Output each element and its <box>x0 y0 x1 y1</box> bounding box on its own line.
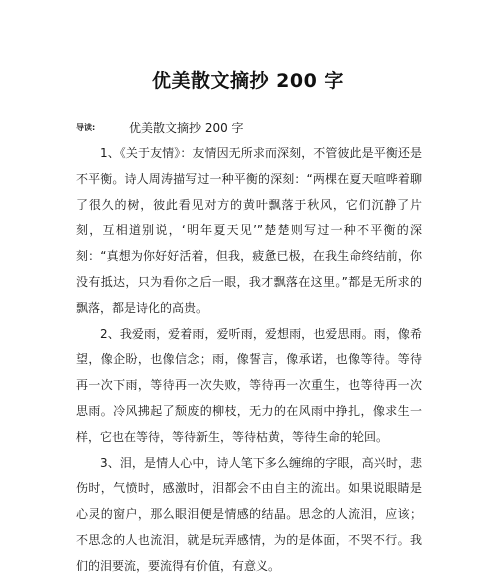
paragraph-1: 1、《关于友情》：友情因无所求而深刻，不管彼此是平衡还是不平衡。诗人周涛描写过一种平衡的深刻：“两棵在夏天喧哗着聊了很久的树，彼此看见对方的黄叶飘落于秋风，它们沉静了片刻，互相道别说，‘明年夏天见’”楚楚则写过一种不平衡的深刻：“真想为你好好活着，但我，疲惫已极，在我生命终结前，你没有抵达，只为看你之后一眼，我才飘落在这里。”都是无所求的飘落，都是诗化的高贵。 <box>76 146 422 315</box>
intro-label: 导读: <box>76 123 96 132</box>
document-body <box>76 141 422 580</box>
intro-row <box>76 119 436 135</box>
paragraph-3: 3、泪，是情人心中，诗人笔下多么缠绵的字眼，高兴时，悲伤时，气愤时，感激时，泪都会不由自主的流出。如果说眼睛是心灵的窗户，那么眼泪便是情感的结晶。思念的人流泪，应该；不思念的人也流泪，就是玩弄感情，为的是体面，不哭不行。我们的泪要流，要流得有价值，有意义。 <box>76 455 422 573</box>
document-title: 优美散文摘抄 200 字 <box>152 70 344 92</box>
paragraph-2: 2、我爱雨，爱着雨，爱听雨，爱想雨，也爱思雨。雨，像希望，像企盼，也像信念；雨，像誓言，像承诺，也像等待。等待再一次下雨，等待再一次失败，等待再一次重生，也等待再一次思雨。冷风拂起了颓废的柳枝，无力的在风雨中挣扎，像求生一样，它也在等待，等待新生，等待枯黄，等待生命的轮回。 <box>76 326 422 444</box>
intro-text: 优美散文摘抄 200 字 <box>129 121 244 135</box>
